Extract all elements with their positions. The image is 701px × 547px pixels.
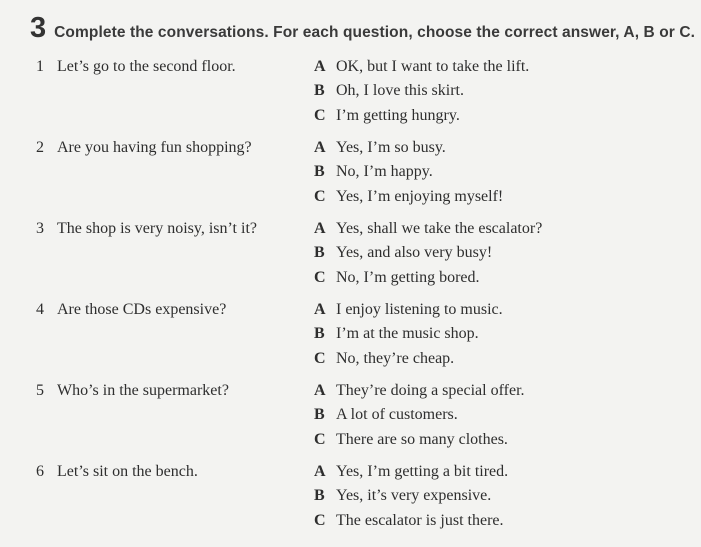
option-b[interactable] xyxy=(314,322,503,346)
question-text: Who’s in the supermarket? xyxy=(57,382,229,399)
option-text: No, they’re cheap. xyxy=(336,349,455,367)
question-text: Are those CDs expensive? xyxy=(57,301,227,318)
question-text: Let’s go to the second floor. xyxy=(57,58,236,75)
option-letter: A xyxy=(314,382,326,399)
option-text: OK, but I want to take the lift. xyxy=(336,58,530,75)
exercise-heading xyxy=(30,14,695,43)
option-a[interactable] xyxy=(314,298,503,322)
option-text: Yes, I’m getting a bit tired. xyxy=(336,463,509,480)
option-a[interactable] xyxy=(314,136,503,160)
option-text: Yes, I’m so busy. xyxy=(336,139,446,156)
option-text: Yes, I’m enjoying myself! xyxy=(336,187,504,205)
option-a[interactable] xyxy=(314,379,525,403)
question-number: 2 xyxy=(36,139,44,156)
option-text: They’re doing a special offer. xyxy=(336,382,525,399)
question-text: Let’s sit on the bench. xyxy=(57,463,198,480)
question-number: 6 xyxy=(36,463,44,480)
option-letter: B xyxy=(314,244,325,262)
options-6 xyxy=(314,460,508,533)
option-letter: C xyxy=(314,511,326,529)
option-letter: A xyxy=(314,58,326,75)
option-letter: A xyxy=(314,463,326,480)
exercise-number: 3 xyxy=(30,12,47,44)
option-text: There are so many clothes. xyxy=(336,430,508,448)
option-text: No, I’m happy. xyxy=(336,163,433,181)
options-4 xyxy=(314,298,503,371)
question-5 xyxy=(36,382,229,400)
option-text: Oh, I love this skirt. xyxy=(336,82,464,100)
option-text: I enjoy listening to music. xyxy=(336,301,503,318)
option-c[interactable] xyxy=(314,428,525,452)
option-text: A lot of customers. xyxy=(336,406,458,424)
option-letter: C xyxy=(314,187,326,205)
option-c[interactable] xyxy=(314,185,503,209)
option-letter: B xyxy=(314,406,325,424)
question-number: 1 xyxy=(36,58,44,75)
exercise-instruction: Complete the conversations. For each question, choose the correct answer, A, B or C. xyxy=(54,24,696,41)
option-letter: B xyxy=(314,82,325,100)
options-2 xyxy=(314,136,503,209)
option-a[interactable] xyxy=(314,460,508,484)
option-text: Yes, and also very busy! xyxy=(336,244,493,262)
question-text: Are you having fun shopping? xyxy=(57,139,252,156)
option-text: Yes, it’s very expensive. xyxy=(336,487,492,505)
option-a[interactable] xyxy=(314,55,529,79)
option-letter: A xyxy=(314,301,326,318)
option-letter: C xyxy=(314,349,326,367)
question-3 xyxy=(36,220,257,238)
option-letter: C xyxy=(314,430,326,448)
question-number: 5 xyxy=(36,382,44,399)
option-c[interactable] xyxy=(314,347,503,371)
option-letter: B xyxy=(314,325,325,343)
options-1 xyxy=(314,55,529,128)
options-5 xyxy=(314,379,525,452)
option-letter: A xyxy=(314,220,326,237)
option-letter: B xyxy=(314,163,325,181)
option-text: I’m getting hungry. xyxy=(336,106,460,124)
option-c[interactable] xyxy=(314,104,529,128)
question-number: 3 xyxy=(36,220,44,237)
option-b[interactable] xyxy=(314,79,529,103)
question-2 xyxy=(36,139,252,157)
options-3 xyxy=(314,217,542,290)
question-4 xyxy=(36,301,226,319)
option-a[interactable] xyxy=(314,217,542,241)
option-letter: A xyxy=(314,139,326,156)
option-b[interactable] xyxy=(314,160,503,184)
option-letter: C xyxy=(314,268,326,286)
option-b[interactable] xyxy=(314,484,508,508)
question-1 xyxy=(36,58,236,76)
option-b[interactable] xyxy=(314,241,542,265)
option-text: The escalator is just there. xyxy=(336,511,504,529)
option-b[interactable] xyxy=(314,403,525,427)
question-number: 4 xyxy=(36,301,44,318)
option-letter: C xyxy=(314,106,326,124)
question-text: The shop is very noisy, isn’t it? xyxy=(57,220,257,237)
option-text: No, I’m getting bored. xyxy=(336,268,480,286)
option-text: I’m at the music shop. xyxy=(336,325,479,343)
option-c[interactable] xyxy=(314,509,508,533)
option-c[interactable] xyxy=(314,266,542,290)
question-6 xyxy=(36,463,198,481)
option-letter: B xyxy=(314,487,325,505)
option-text: Yes, shall we take the escalator? xyxy=(336,220,543,237)
